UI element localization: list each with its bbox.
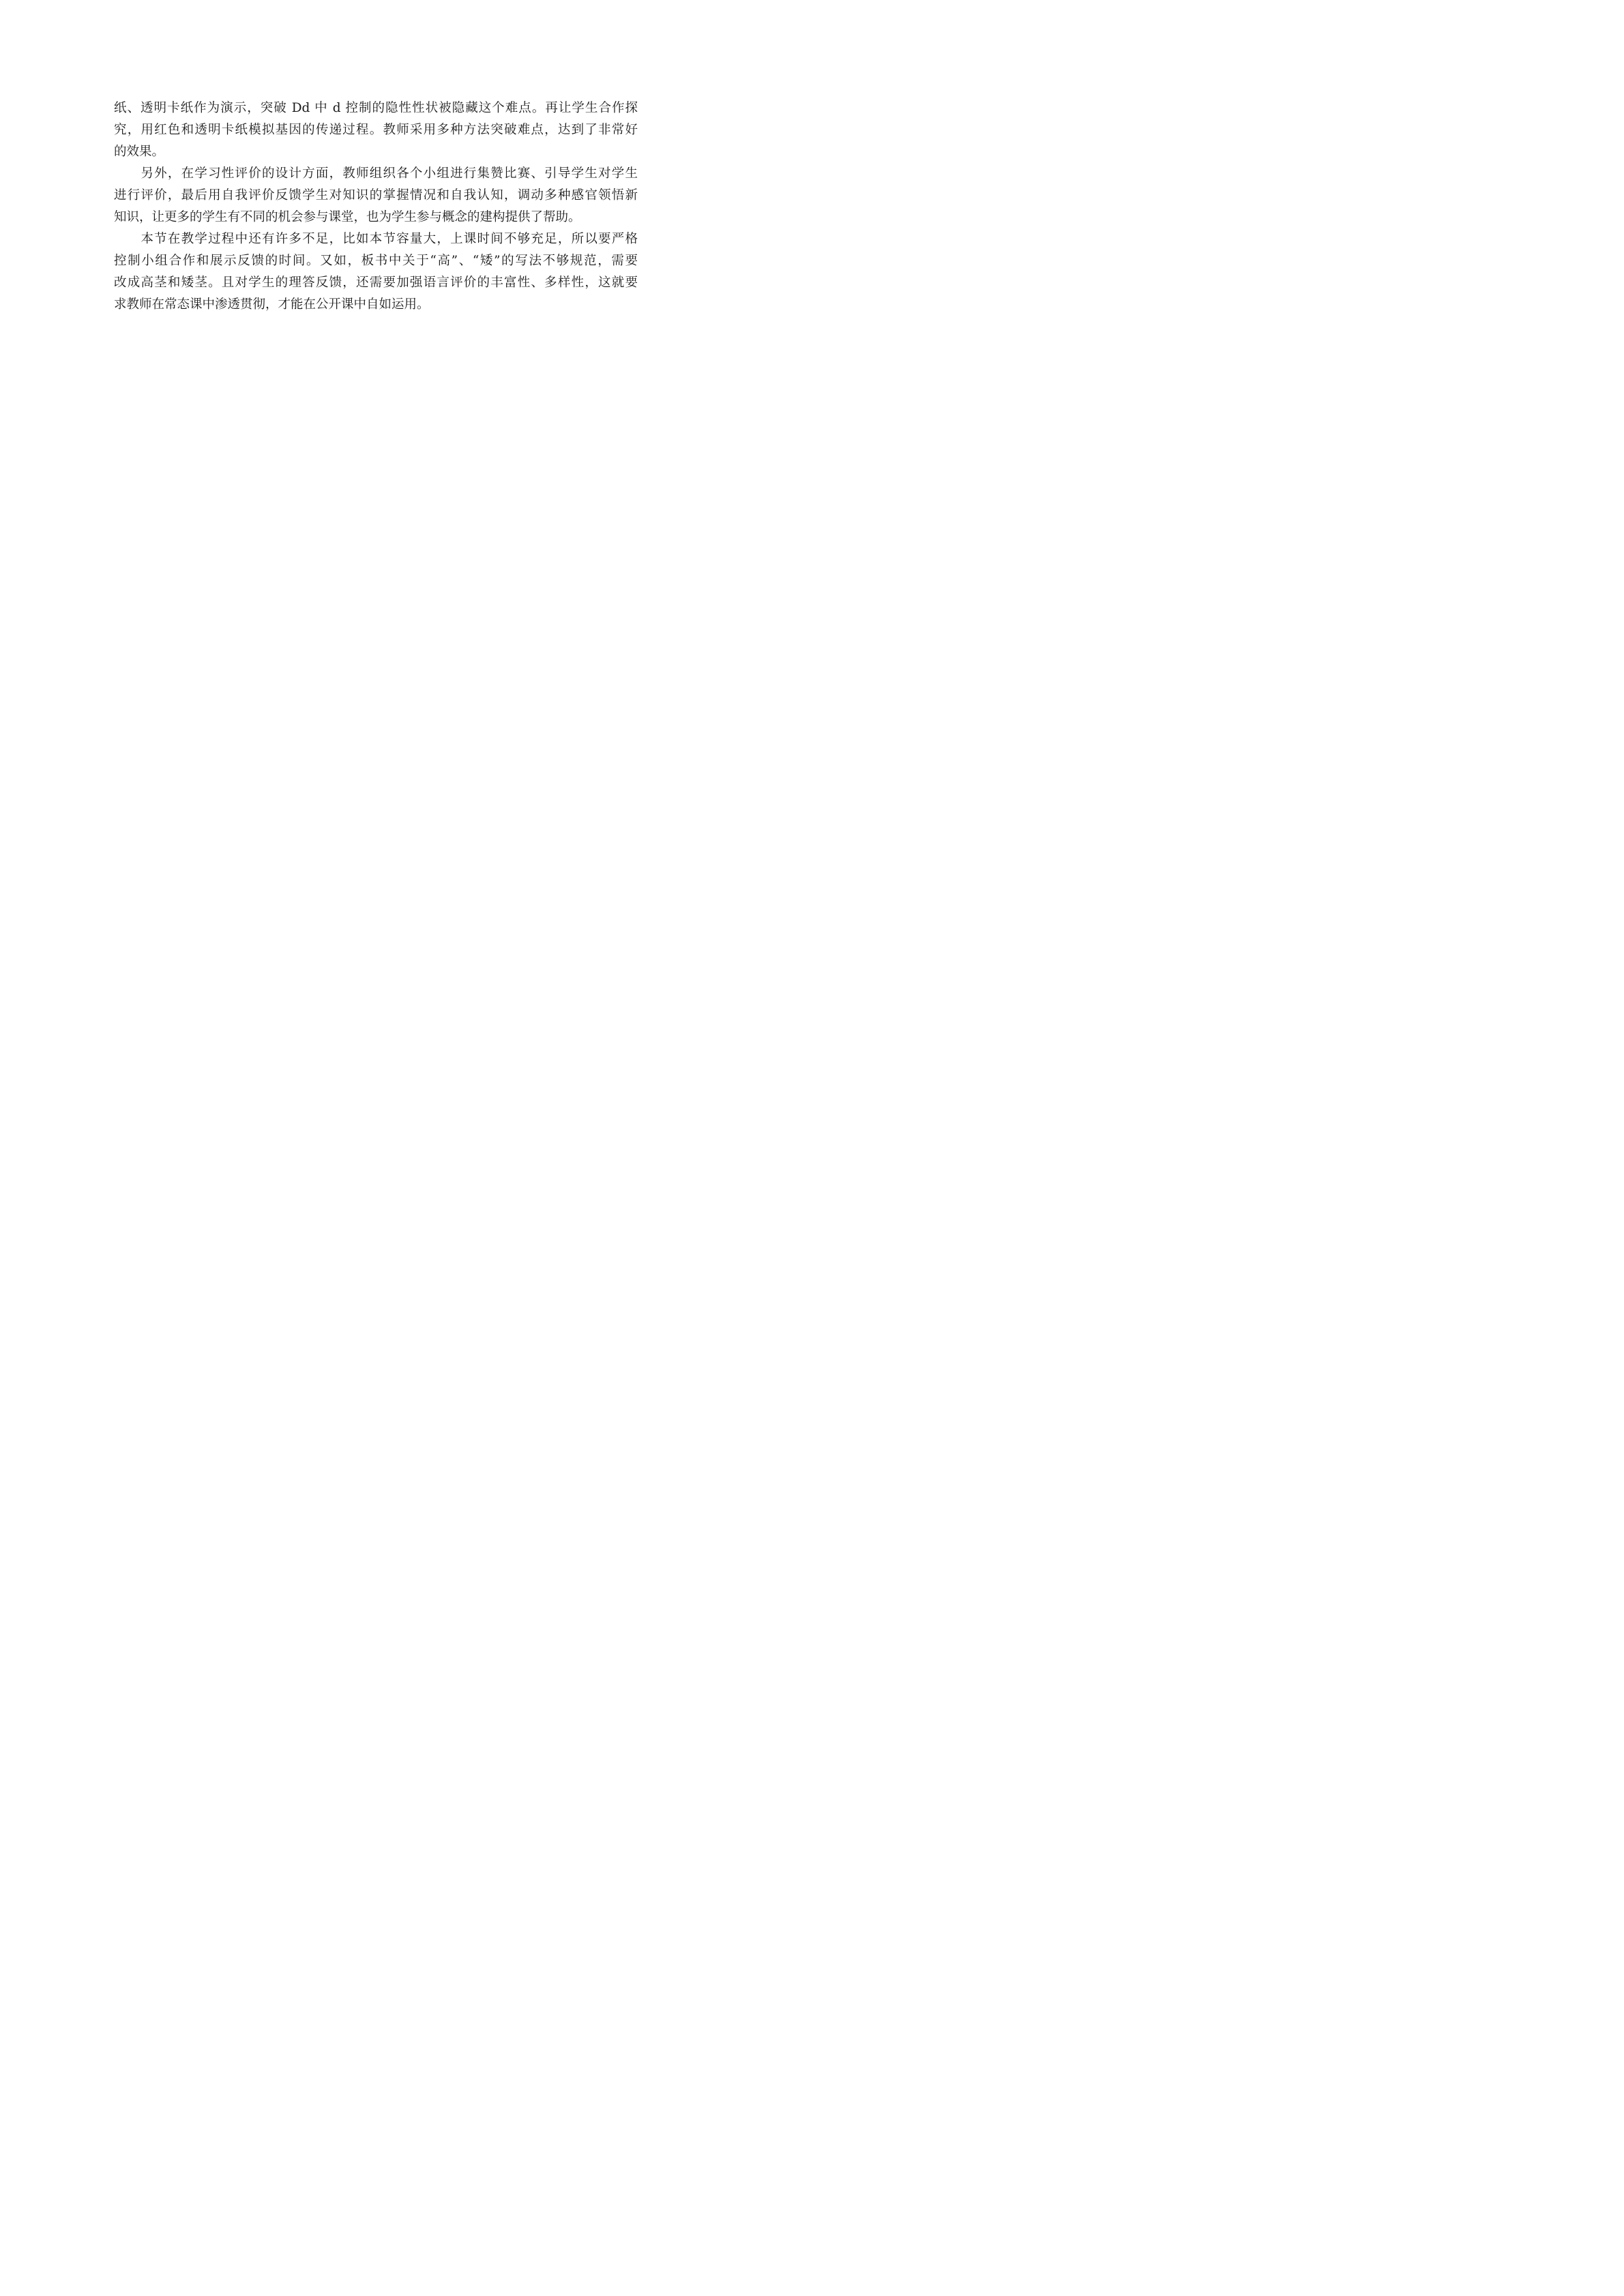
paragraph-line: 进行评价，最后用自我评价反馈学生对知识的掌握情况和自我认知，调动多种感官领悟新 xyxy=(114,188,638,203)
document-page xyxy=(0,0,750,1060)
paragraph-3 xyxy=(114,228,638,316)
paragraph-line: 的效果。 xyxy=(114,145,165,159)
paragraph-line: 求教师在常态课中渗透贯彻，才能在公开课中自如运用。 xyxy=(114,297,430,312)
paragraph-2 xyxy=(114,163,638,228)
paragraph-line: 另外，在学习性评价的设计方面，教师组织各个小组进行集赞比赛、引导学生对学生 xyxy=(114,166,638,181)
paragraph-line: 知识，让更多的学生有不同的机会参与课堂，也为学生参与概念的建构提供了帮助。 xyxy=(114,210,581,224)
paragraph-line: 纸、透明卡纸作为演示，突破 Dd 中 d 控制的隐性性状被隐藏这个难点。再让学生合作探 xyxy=(114,101,638,115)
paragraph-line: 控制小组合作和展示反馈的时间。又如，板书中关于“高”、“矮”的写法不够规范，需要 xyxy=(114,254,638,268)
paragraph-line: 究，用红色和透明卡纸模拟基因的传递过程。教师采用多种方法突破难点，达到了非常好 xyxy=(114,123,638,137)
paragraph-1 xyxy=(114,98,638,163)
paragraph-line: 本节在教学过程中还有许多不足，比如本节容量大，上课时间不够充足，所以要严格 xyxy=(114,232,638,246)
document-body xyxy=(114,98,638,316)
paragraph-line: 改成高茎和矮茎。且对学生的理答反馈，还需要加强语言评价的丰富性、多样性，这就要 xyxy=(114,275,638,290)
